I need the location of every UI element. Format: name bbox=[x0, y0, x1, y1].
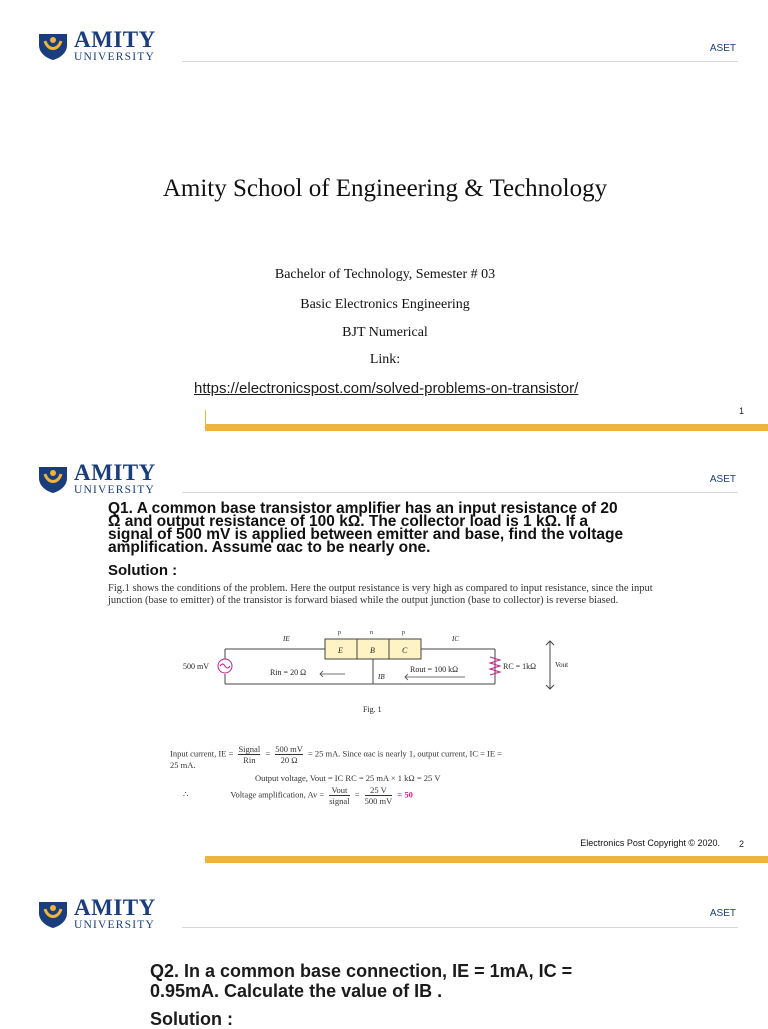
logo-university-text: UNIVERSITY bbox=[74, 51, 155, 63]
slide-1 bbox=[0, 0, 768, 440]
figure-caption: Fig. 1 bbox=[363, 705, 382, 714]
aset-label: ASET bbox=[709, 908, 736, 919]
question-2-text: Q2. In a common base connection, IE = 1mA, IC = 0.95mA. Calculate the value of IB . bbox=[150, 961, 573, 1001]
ic-label: IC bbox=[452, 635, 459, 643]
rout-label: Rout = 100 kΩ bbox=[410, 665, 459, 674]
copyright-text: Electronics Post Copyright © 2020. bbox=[580, 838, 720, 848]
header-divider bbox=[182, 927, 738, 928]
slide-title: Amity School of Engineering & Technology bbox=[162, 175, 608, 202]
subtitle-line-3: BJT Numerical bbox=[342, 325, 428, 340]
logo-amity-text: AMITY bbox=[74, 895, 156, 920]
collector-label: C bbox=[402, 646, 408, 655]
calc-line-1b: 25 mA. bbox=[170, 760, 196, 770]
slide-3 bbox=[0, 880, 768, 1029]
footer-bar bbox=[205, 856, 768, 863]
subtitle-line-4: Link: bbox=[369, 352, 401, 367]
logo-amity-text: AMITY bbox=[74, 27, 156, 52]
calc-line-3: ∴ Voltage amplification, Av = Vout signal = $\frac{25 V}{500 mV}$ = 50 bbox=[183, 785, 413, 806]
ib-label: IB bbox=[378, 673, 385, 681]
question-1-text: Q1. A common base transistor amplifier has an input resistance of 20 Ω and output resistance of 100 kΩ. The collector load is 1 kΩ. If a signal of 500 mV is applied between emitter and base, find the voltage amplification. Assume αac to be nearly one. bbox=[108, 500, 624, 556]
header-divider bbox=[182, 492, 738, 493]
emitter-label: E bbox=[338, 646, 343, 655]
aset-label: ASET bbox=[709, 43, 736, 54]
slide-2 bbox=[0, 447, 768, 869]
calc-line-2: Output voltage, Vout = IC RC = 25 mA × 1 kΩ = 25 V bbox=[255, 773, 441, 783]
page-number: 2 bbox=[738, 839, 744, 849]
vout-label: Vout bbox=[555, 661, 569, 669]
ie-label: IE bbox=[283, 635, 290, 643]
base-label: B bbox=[370, 646, 375, 655]
rin-label: Rin = 20 Ω bbox=[270, 668, 307, 677]
type-p1: p bbox=[338, 630, 341, 636]
reference-link[interactable]: https://electronicspost.com/solved-problems-on-transistor/ bbox=[194, 380, 579, 397]
amity-logo bbox=[36, 896, 156, 932]
logo-amity-text: AMITY bbox=[74, 460, 156, 485]
amity-shield-icon bbox=[36, 464, 70, 494]
subtitle-line-2: Basic Electronics Engineering bbox=[300, 297, 470, 312]
subtitle-line-1: Bachelor of Technology, Semester # 03 bbox=[274, 267, 496, 282]
figure-description: Fig.1 shows the conditions of the problem. Here the output resistance is very high as compared to input resistance, since the input junction (base to emitter) of the transistor is forward biased while the output junction (base to collector) is reverse biased. bbox=[108, 583, 653, 606]
header-divider bbox=[182, 61, 738, 62]
rc-label: RC = 1kΩ bbox=[503, 662, 537, 671]
solution-heading: Solution : bbox=[108, 562, 178, 579]
amity-shield-icon bbox=[36, 899, 70, 929]
footer-bar bbox=[205, 424, 768, 431]
logo-university-text: UNIVERSITY bbox=[74, 484, 155, 496]
result-value: = 50 bbox=[397, 789, 413, 800]
amity-logo bbox=[36, 461, 156, 497]
calc-line-1: Input current, IE = Signal Rin = $\frac{500 mV}{20 \Omega}$ = 25 mA. Since αac is nearly 1, output current, IC = IE = bbox=[170, 744, 502, 765]
amity-logo bbox=[36, 28, 156, 64]
type-n: n bbox=[370, 630, 373, 636]
circuit-diagram bbox=[183, 619, 575, 719]
source-label: 500 mV bbox=[183, 662, 209, 671]
footer-bar-line bbox=[205, 410, 206, 424]
page-number: 1 bbox=[738, 406, 744, 416]
amity-shield-icon bbox=[36, 31, 70, 61]
aset-label: ASET bbox=[709, 474, 736, 485]
logo-university-text: UNIVERSITY bbox=[74, 919, 155, 931]
solution-heading: Solution : bbox=[150, 1009, 233, 1029]
type-p2: p bbox=[402, 630, 405, 636]
